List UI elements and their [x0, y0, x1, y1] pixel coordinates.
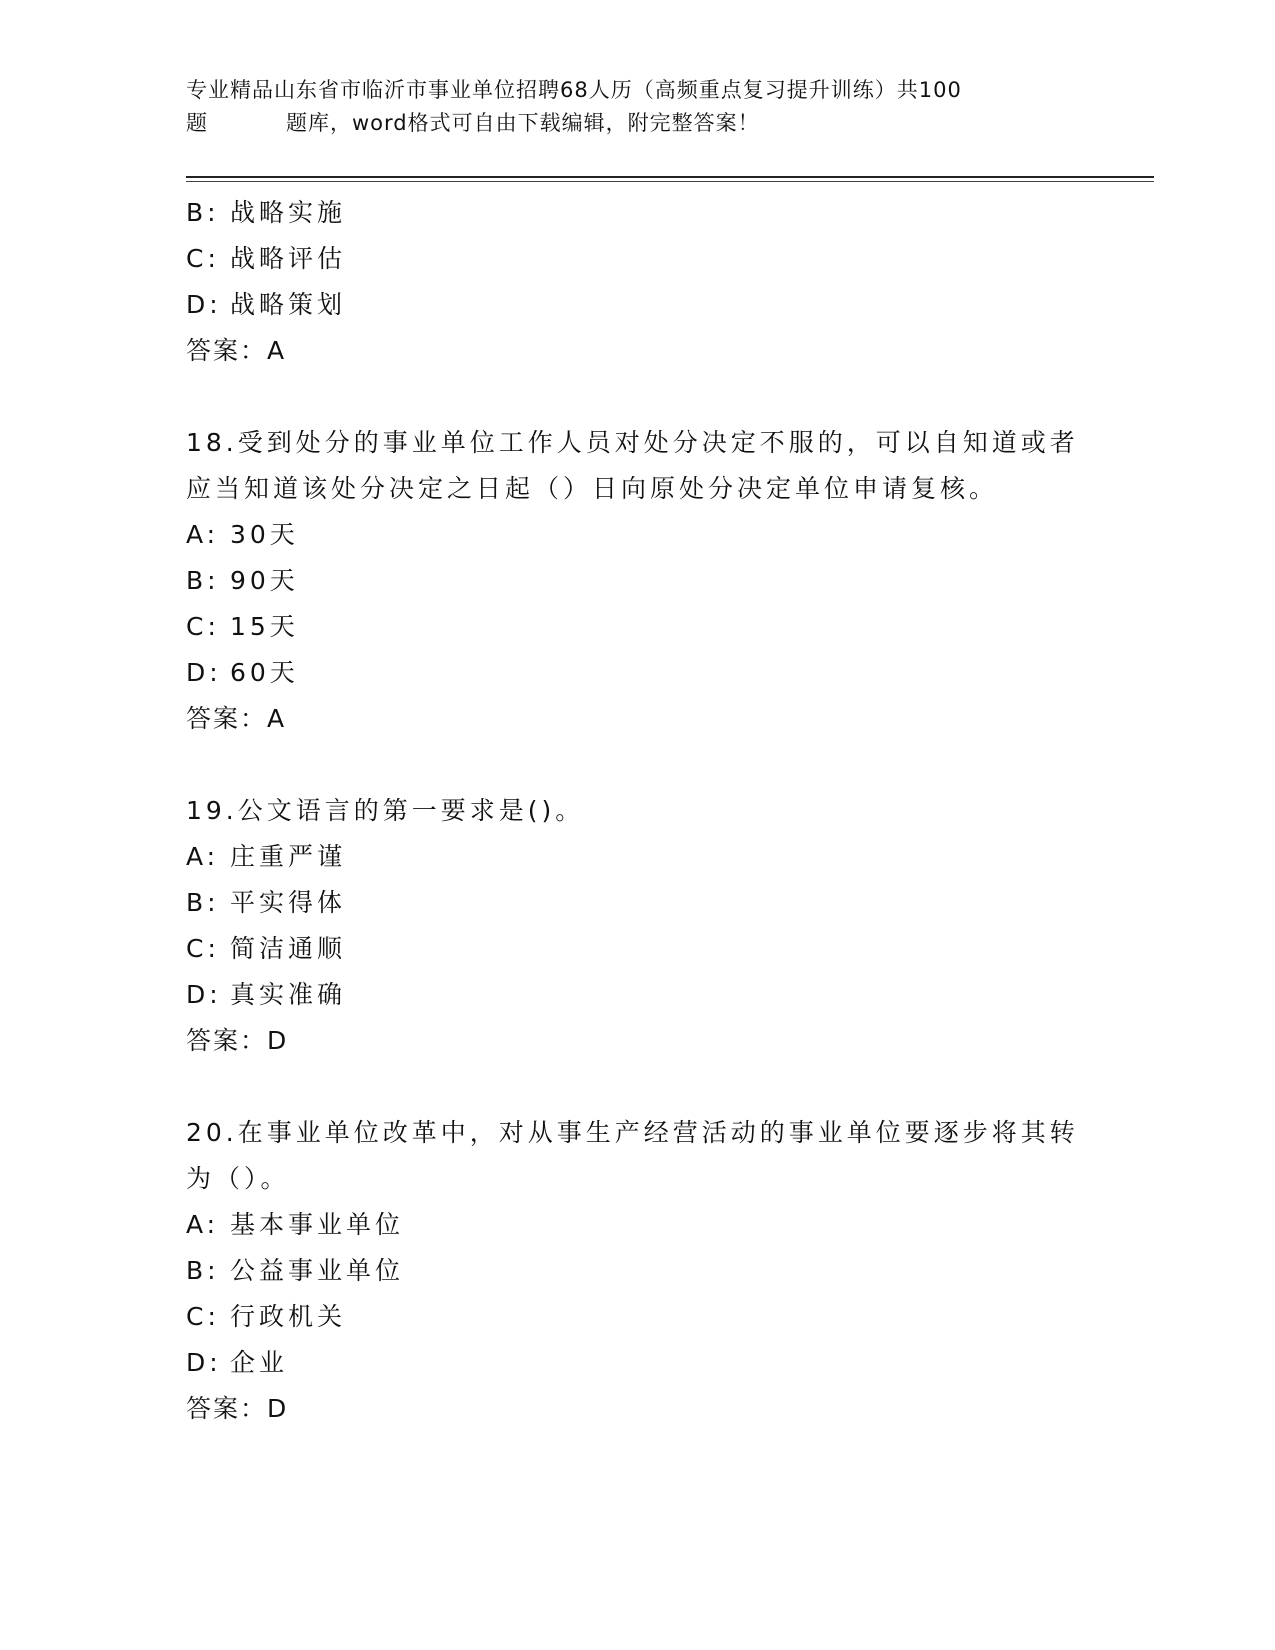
page-header: [186, 74, 1086, 140]
option-a: [186, 1202, 1086, 1248]
option-b: [186, 880, 1086, 926]
option-c: [186, 604, 1086, 650]
question-stem-line-1: 19.公文语言的第一要求是()。: [186, 796, 585, 825]
question-20: [186, 1110, 1086, 1432]
option-prefix: D:: [186, 658, 222, 687]
question-stem-line-2: 应当知道该处分决定之日起（）日向原处分决定单位申请复核。: [186, 474, 999, 503]
option-prefix: A:: [186, 520, 220, 549]
option-prefix: B:: [186, 198, 220, 227]
option-text: 战略策划: [230, 290, 347, 319]
option-text: 企业: [230, 1348, 289, 1377]
spacer: [186, 1064, 1086, 1110]
answer-line: 答案：D: [186, 1394, 289, 1423]
option-prefix: B:: [186, 1256, 220, 1285]
option-b: [186, 190, 1086, 236]
option-d: [186, 1340, 1086, 1386]
option-prefix: D:: [186, 1348, 222, 1377]
option-a: [186, 834, 1086, 880]
option-prefix: D:: [186, 290, 222, 319]
question-18: [186, 420, 1086, 742]
option-text: 简洁通顺: [230, 934, 347, 963]
spacer: [186, 374, 1086, 420]
option-prefix: C:: [186, 1302, 220, 1331]
option-text: 公益事业单位: [230, 1256, 405, 1285]
option-text: 真实准确: [230, 980, 347, 1009]
option-text: 行政机关: [230, 1302, 347, 1331]
option-b: [186, 1248, 1086, 1294]
answer-line: 答案：A: [186, 336, 287, 365]
option-prefix: A:: [186, 842, 220, 871]
option-prefix: A:: [186, 1210, 220, 1239]
option-text: 平实得体: [230, 888, 347, 917]
option-d: [186, 282, 1086, 328]
answer-line: 答案：A: [186, 704, 287, 733]
option-text: 30天: [230, 520, 299, 549]
option-prefix: B:: [186, 566, 220, 595]
option-prefix: D:: [186, 980, 222, 1009]
header-line-2: [186, 107, 1086, 140]
header-line-2-right: 题库，word格式可自由下载编辑，附完整答案！: [286, 111, 760, 135]
option-prefix: B:: [186, 888, 220, 917]
option-prefix: C:: [186, 244, 220, 273]
option-c: [186, 1294, 1086, 1340]
option-text: 90天: [230, 566, 299, 595]
option-a: [186, 512, 1086, 558]
question-list: [186, 190, 1086, 1432]
header-divider-thick: [186, 176, 1154, 178]
answer-line: 答案：D: [186, 1026, 289, 1055]
header-line-1: 专业精品山东省市临沂市事业单位招聘68人历（高频重点复习提升训练）共100: [186, 78, 962, 102]
option-text: 60天: [230, 658, 299, 687]
header-divider-thin: [186, 181, 1154, 182]
option-d: [186, 650, 1086, 696]
question-stem-line-1: 20.在事业单位改革中，对从事生产经营活动的事业单位要逐步将其转: [186, 1118, 1079, 1147]
option-d: [186, 972, 1086, 1018]
question-19: [186, 788, 1086, 1064]
option-text: 庄重严谨: [230, 842, 347, 871]
option-text: 战略评估: [230, 244, 347, 273]
option-text: 基本事业单位: [230, 1210, 405, 1239]
question-stem-line-1: 18.受到处分的事业单位工作人员对处分决定不服的，可以自知道或者: [186, 428, 1079, 457]
question-stem-line-2: 为（）。: [186, 1164, 290, 1193]
option-text: 15天: [230, 612, 299, 641]
question-17-partial: [186, 190, 1086, 374]
option-c: [186, 236, 1086, 282]
option-text: 战略实施: [230, 198, 347, 227]
option-b: [186, 558, 1086, 604]
option-c: [186, 926, 1086, 972]
option-prefix: C:: [186, 934, 220, 963]
header-line-2-left: 题: [186, 111, 208, 135]
spacer: [186, 742, 1086, 788]
option-prefix: C:: [186, 612, 220, 641]
